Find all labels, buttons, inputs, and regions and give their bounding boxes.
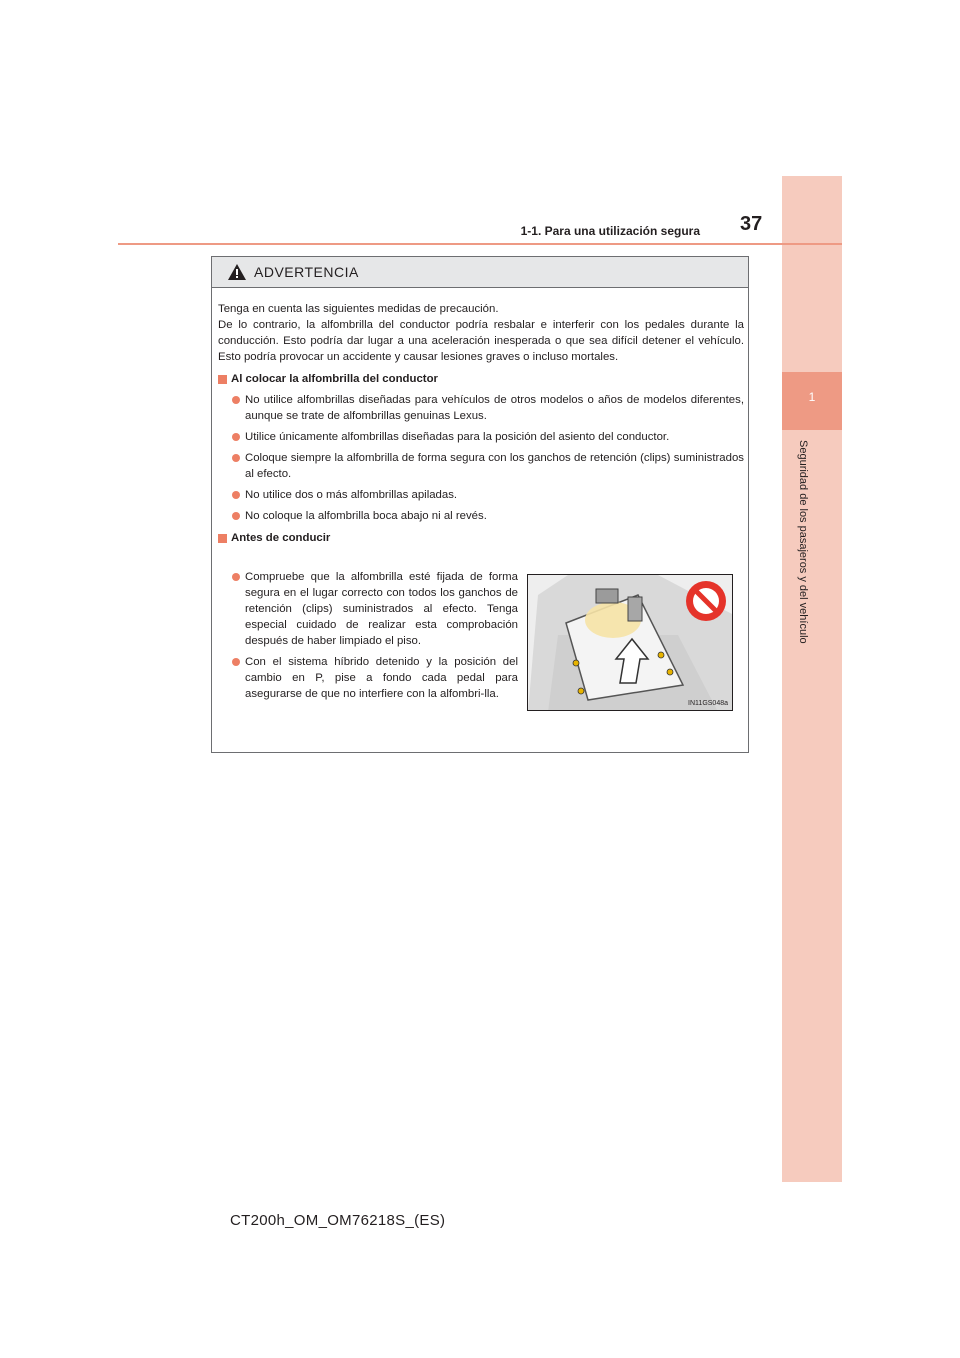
list-item: No utilice alfombrillas diseñadas para vehículos de otros modelos o años de modelos diferentes, aunque se trate de alfombrillas genuinas Lexus. (218, 392, 744, 424)
header-rule (118, 243, 842, 245)
figure-code: IN11GS048a (688, 700, 728, 707)
side-strip (782, 176, 842, 1182)
floor-mat-drawing (528, 575, 733, 711)
bullet-dot-icon (232, 573, 240, 581)
list-item: No coloque la alfombrilla boca abajo ni al revés. (218, 508, 744, 524)
section-heading-before-driving: Antes de conducir (218, 530, 744, 546)
chapter-number: 1 (808, 390, 816, 404)
intro-line-1: Tenga en cuenta las siguientes medidas de precaución. (218, 303, 499, 315)
bullet-dot-icon (232, 512, 240, 520)
page-number: 37 (740, 213, 763, 235)
document-code: CT200h_OM_OM76218S_(ES) (230, 1212, 446, 1229)
bullet-dot-icon (232, 433, 240, 441)
square-bullet-icon (218, 534, 227, 543)
warning-header (212, 257, 748, 288)
bullet-dot-icon (232, 658, 240, 666)
list-item: No utilice dos o más alfombrillas apiladas. (218, 487, 744, 503)
warning-body (218, 301, 744, 546)
warning-title: ADVERTENCIA (254, 264, 359, 280)
bullet-dot-icon (232, 491, 240, 499)
list-item: Coloque siempre la alfombrilla de forma segura con los ganchos de retención (clips) suministrados al efecto. (218, 450, 744, 482)
bullet-dot-icon (232, 454, 240, 462)
before-driving-list (218, 564, 518, 702)
bullet-dot-icon (232, 396, 240, 404)
list-item: Con el sistema híbrido detenido y la posición del cambio en P, pise a fondo cada pedal para asegurarse de que no interfiere con la alfombri-lla. (218, 654, 518, 702)
intro-line-2: De lo contrario, la alfombrilla del conductor podría resbalar e interferir con los pedales durante la conducción. Esto podría dar lugar a una aceleración inesperada o que sea difícil detener el vehículo. Esto podría provocar un accidente y causar lesiones graves o incluso mortales. (218, 319, 744, 363)
list-item: Utilice únicamente alfombrillas diseñadas para la posición del asiento del conductor. (218, 429, 744, 445)
square-bullet-icon (218, 375, 227, 384)
chapter-title: Seguridad de los pasajeros y del vehículo (797, 440, 809, 644)
warning-box (211, 256, 749, 753)
running-title: 1-1. Para una utilización segura (520, 224, 700, 238)
section-heading-placing: Al colocar la alfombrilla del conductor (218, 371, 744, 387)
warning-triangle-icon (228, 264, 246, 280)
list-item: Compruebe que la alfombrilla esté fijada de forma segura en el lugar correcto con todos los ganchos de retención (clips) suministrados al efecto. Tenga especial cuidado de realizar esta comprobación después de haber limpiado el piso. (218, 569, 518, 649)
floor-mat-illustration (527, 574, 733, 711)
